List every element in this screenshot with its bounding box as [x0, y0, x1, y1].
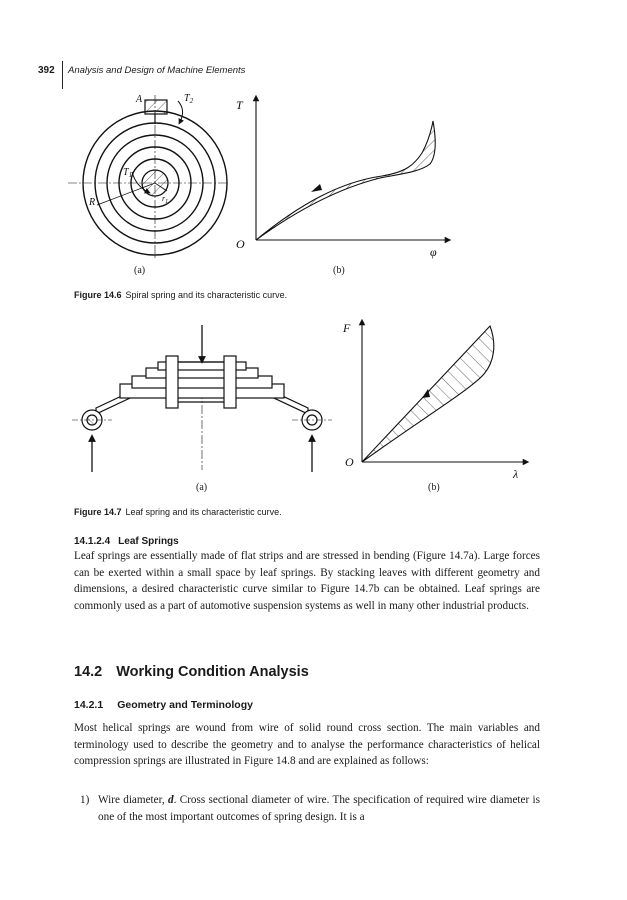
section-title: Working Condition Analysis — [116, 664, 309, 680]
label-r1: $r_1$ — [162, 194, 169, 205]
axis-label-phi: φ — [430, 245, 437, 259]
list-term-lead: Wire diameter, — [98, 794, 169, 806]
list-item-body: . Cross sectional diameter of wire. The specification of required wire diameter is one of the most important outcomes of spring design. It is a — [98, 794, 540, 823]
section-heading-14-1-2-4 — [74, 536, 179, 547]
section-title: Geometry and Terminology — [117, 699, 253, 711]
fig-14-7-label-a: (a) — [196, 482, 208, 493]
list-term-symbol: d — [168, 794, 174, 806]
section-heading-14-2 — [74, 664, 309, 680]
page-number: 392 — [38, 65, 55, 76]
figure-14-6-text: Spiral spring and its characteristic curve. — [125, 290, 288, 300]
section-number: 14.2.1 — [74, 699, 104, 711]
figure-14-7-caption — [74, 507, 282, 517]
fig-14-6-label-b: (b) — [333, 265, 345, 276]
origin-label-o: O — [345, 455, 354, 469]
list-item-text — [98, 792, 540, 825]
leaf-springs-paragraph: Leaf springs are essentially made of flat strips and are stressed in bending (Figure 14.7a). Large forces can be exerted within a small space by leaf springs. By stacking leaves with different geometry and dimensions, a desired characteristic curve similar to Figure 14.7b can be obtained. Leaf springs are commonly used as a part of automotive suspension systems as well in many other industrial products. — [74, 550, 540, 612]
figure-14-6-number: Figure 14.6 — [74, 290, 122, 300]
label-t2: $T_2$ — [184, 93, 194, 105]
section-heading-14-2-1 — [74, 699, 253, 711]
fig-14-7-label-b: (b) — [428, 482, 440, 493]
section-number: 14.1.2.4 — [74, 536, 111, 547]
label-t1: $T_1$ — [123, 167, 133, 179]
figure-14-7-number: Figure 14.7 — [74, 507, 122, 517]
axis-label-t: T — [236, 98, 243, 112]
label-anchor-a: A — [136, 94, 143, 105]
figure-14-7-text: Leaf spring and its characteristic curve. — [125, 507, 282, 517]
axis-label-f: F — [343, 321, 351, 335]
list-marker: 1) — [80, 794, 90, 806]
list-item — [74, 792, 540, 825]
geometry-paragraph: Most helical springs are wound from wire of solid round cross section. The main variables and terminology used to describe the geometry and to analyse the performance characteristics of helical compression springs are illustrated in Figure 14.8 and are explained as follows: — [74, 722, 540, 768]
running-title: Analysis and Design of Machine Elements — [68, 65, 246, 76]
axis-label-lambda: λ — [513, 467, 519, 481]
section-title: Leaf Springs — [118, 536, 179, 547]
leaf-spring-drawing — [72, 325, 332, 472]
force-deflection-chart — [362, 322, 526, 462]
fig-14-6-label-a: (a) — [134, 265, 146, 276]
label-radius-r: R — [89, 197, 96, 208]
origin-label-o: O — [236, 237, 245, 251]
section-number: 14.2 — [74, 664, 103, 680]
